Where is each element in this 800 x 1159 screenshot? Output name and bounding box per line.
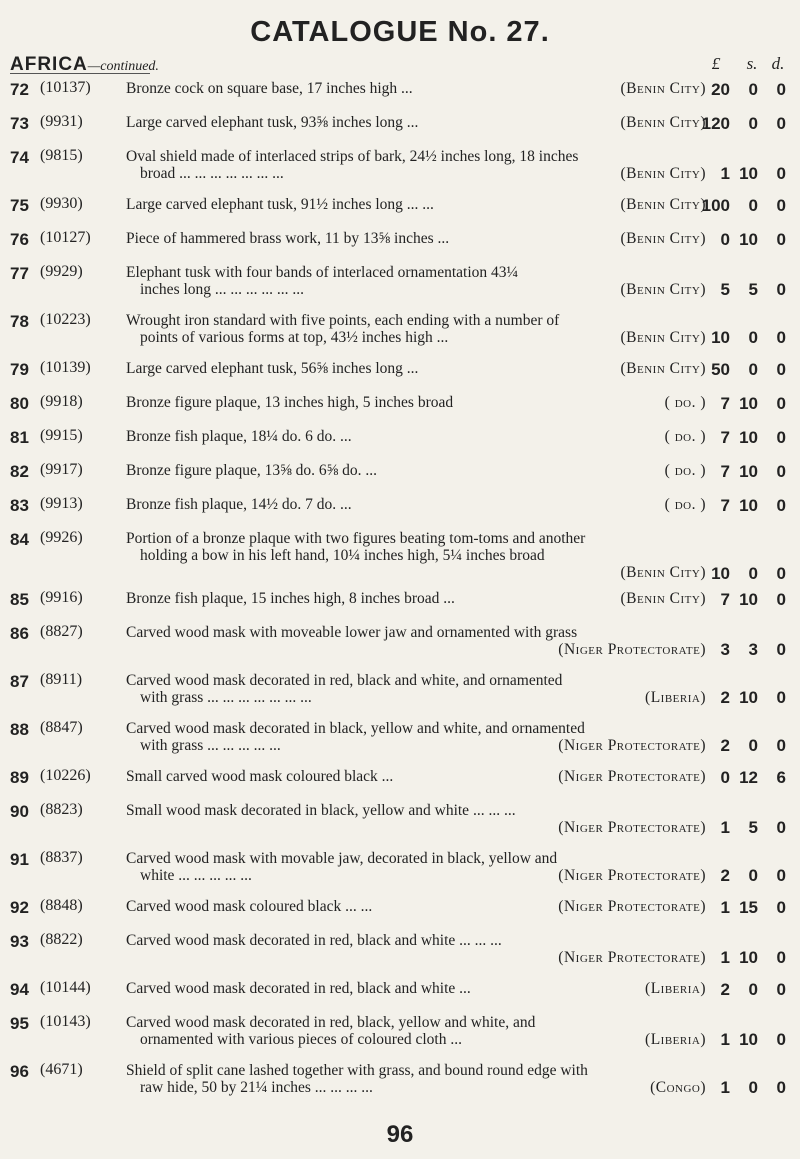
price-shillings: 0 [748, 980, 758, 999]
price-pounds: 50 [711, 360, 730, 379]
catalogue-ref: (9931) [40, 113, 83, 130]
location-wrap [126, 360, 706, 377]
entry-description [126, 196, 706, 213]
description-line: Piece of hammered brass work, 11 by 13⅝ inches ... [126, 230, 450, 247]
entry-location: (Benin City) [620, 590, 706, 607]
price-shillings: 5 [748, 280, 758, 299]
entry-location: ( do. ) [664, 496, 706, 513]
entry-location: (Benin City) [620, 281, 706, 298]
price-shillings: 10 [739, 394, 758, 413]
entry-number: 79 [10, 360, 29, 379]
entry-location: (Niger Protectorate) [558, 737, 706, 754]
entry-description [126, 624, 706, 658]
description-line: Large carved elephant tusk, 91½ inches long ... ... [126, 196, 434, 213]
description-line-2 [126, 641, 706, 658]
description-line: Large carved elephant tusk, 56⅝ inches long ... [126, 360, 419, 377]
catalogue-ref: (8827) [40, 623, 83, 640]
price-pounds: 5 [720, 280, 730, 299]
catalogue-entry [0, 496, 800, 530]
catalogue-entry [0, 114, 800, 148]
entry-location: (Niger Protectorate) [558, 641, 706, 658]
entry-description [126, 850, 706, 884]
description-line: Bronze fish plaque, 18¼ do. 6 do. ... [126, 428, 352, 445]
price-pence: 0 [776, 280, 786, 299]
location-wrap [126, 980, 706, 997]
catalogue-entry [0, 590, 800, 624]
page-title: CATALOGUE No. 27. [250, 16, 550, 48]
description-line-3 [126, 564, 706, 581]
description-continuation: broad ... ... ... ... ... ... ... [140, 165, 284, 182]
price-pounds: 2 [720, 736, 730, 755]
price-pence: 0 [776, 360, 786, 379]
price-pence: 0 [776, 394, 786, 413]
price-pence: 0 [776, 590, 786, 609]
entry-description [126, 720, 706, 754]
price-pounds: 10 [711, 564, 730, 583]
catalogue-entry [0, 462, 800, 496]
catalogue-ref: (10139) [40, 359, 91, 376]
catalogue-entry [0, 360, 800, 394]
price-shillings: 0 [748, 564, 758, 583]
entry-location: (Congo) [650, 1079, 706, 1096]
entry-number: 77 [10, 264, 29, 283]
description-line: Bronze fish plaque, 14½ do. 7 do. ... [126, 496, 352, 513]
catalogue-entry [0, 264, 800, 312]
price-pence: 0 [776, 818, 786, 837]
entry-number: 87 [10, 672, 29, 691]
location-wrap [126, 394, 706, 411]
entry-location: ( do. ) [664, 394, 706, 411]
entry-description [126, 394, 706, 411]
entry-number: 93 [10, 932, 29, 951]
price-pence: 0 [776, 564, 786, 583]
catalogue-entry [0, 1062, 800, 1110]
description-line-2 [126, 867, 706, 884]
location-wrap [126, 230, 706, 247]
section-underline [10, 73, 150, 74]
price-pounds: 7 [720, 496, 730, 515]
entry-location: (Benin City) [620, 165, 706, 182]
price-pence: 0 [776, 80, 786, 99]
price-pounds: 7 [720, 590, 730, 609]
catalogue-ref: (9815) [40, 147, 83, 164]
price-pence: 6 [776, 768, 786, 787]
catalogue-ref: (8822) [40, 931, 83, 948]
description-continuation: points of various forms at top, 43½ inches high ... [140, 329, 449, 346]
catalogue-ref: (9918) [40, 393, 83, 410]
entry-location: (Benin City) [620, 329, 706, 346]
price-shillings: 0 [748, 736, 758, 755]
entry-description [126, 802, 706, 836]
entry-number: 86 [10, 624, 29, 643]
description-line: Shield of split cane lashed together with grass, and bound round edge with [126, 1062, 588, 1079]
entry-number: 76 [10, 230, 29, 249]
location-wrap [126, 590, 706, 607]
catalogue-ref: (9915) [40, 427, 83, 444]
price-pence: 0 [776, 196, 786, 215]
catalogue-ref: (10144) [40, 979, 91, 996]
catalogue-entry [0, 932, 800, 980]
price-shillings: 3 [748, 640, 758, 659]
price-pence: 0 [776, 428, 786, 447]
entry-description [126, 312, 706, 346]
entry-location: (Benin City) [620, 114, 706, 131]
description-line-2 [126, 281, 706, 298]
price-pounds: 3 [720, 640, 730, 659]
price-shillings: 10 [739, 496, 758, 515]
entry-number: 75 [10, 196, 29, 215]
entry-location: (Niger Protectorate) [558, 898, 706, 915]
catalogue-entry [0, 230, 800, 264]
catalogue-ref: (9917) [40, 461, 83, 478]
price-pounds: 2 [720, 980, 730, 999]
description-line: Carved wood mask with moveable lower jaw and ornamented with grass [126, 624, 578, 641]
entry-location: (Liberia) [645, 980, 706, 997]
entry-location: (Niger Protectorate) [558, 819, 706, 836]
entry-location: (Niger Protectorate) [558, 768, 706, 785]
description-line: Bronze fish plaque, 15 inches high, 8 inches broad ... [126, 590, 455, 607]
price-pence: 0 [776, 980, 786, 999]
catalogue-ref: (8847) [40, 719, 83, 736]
entry-number: 95 [10, 1014, 29, 1033]
price-pence: 0 [776, 328, 786, 347]
entry-number: 78 [10, 312, 29, 331]
description-line: Carved wood mask with movable jaw, decorated in black, yellow and [126, 850, 558, 867]
description-line-2 [126, 1079, 706, 1096]
entry-description [126, 114, 706, 131]
entry-number: 90 [10, 802, 29, 821]
entry-number: 85 [10, 590, 29, 609]
description-continuation: with grass ... ... ... ... ... [140, 737, 281, 754]
location-wrap [126, 496, 706, 513]
location-wrap [126, 462, 706, 479]
description-line-2 [126, 329, 706, 346]
price-shillings: 0 [748, 114, 758, 133]
price-shillings: 10 [739, 164, 758, 183]
description-line-2 [126, 949, 706, 966]
catalogue-ref: (10223) [40, 311, 91, 328]
catalogue-entries [0, 80, 800, 1110]
entry-number: 74 [10, 148, 29, 167]
price-shillings: 12 [739, 768, 758, 787]
catalogue-ref: (9930) [40, 195, 83, 212]
price-shillings: 0 [748, 196, 758, 215]
price-pounds: 1 [720, 164, 730, 183]
catalogue-ref: (8823) [40, 801, 83, 818]
price-pounds: 0 [720, 768, 730, 787]
catalogue-ref: (8848) [40, 897, 83, 914]
price-shillings: 15 [739, 898, 758, 917]
entry-number: 73 [10, 114, 29, 133]
price-pounds: 120 [701, 114, 730, 133]
description-line: Carved wood mask decorated in red, black and white ... ... ... [126, 932, 502, 949]
description-line: Elephant tusk with four bands of interlaced ornamentation 43¼ [126, 264, 519, 281]
catalogue-ref: (8911) [40, 671, 83, 688]
description-continuation: ornamented with various pieces of coloured cloth ... [140, 1031, 462, 1048]
entry-number: 82 [10, 462, 29, 481]
price-pounds: 2 [720, 866, 730, 885]
catalogue-ref: (10127) [40, 229, 91, 246]
description-line: Bronze figure plaque, 13 inches high, 5 inches broad [126, 394, 454, 411]
description-line: Wrought iron standard with five points, each ending with a number of [126, 312, 560, 329]
description-line-2 [126, 1031, 706, 1048]
catalogue-ref: (9916) [40, 589, 83, 606]
price-pounds: 100 [701, 196, 730, 215]
catalogue-ref: (9929) [40, 263, 83, 280]
entry-number: 91 [10, 850, 29, 869]
location-wrap [126, 114, 706, 131]
price-pounds: 7 [720, 394, 730, 413]
catalogue-entry [0, 428, 800, 462]
price-pence: 0 [776, 1078, 786, 1097]
price-pence: 0 [776, 640, 786, 659]
entry-location: (Liberia) [645, 689, 706, 706]
entry-description [126, 264, 706, 298]
entry-number: 80 [10, 394, 29, 413]
entry-location: (Niger Protectorate) [558, 949, 706, 966]
price-pounds: 20 [711, 80, 730, 99]
catalogue-ref: (8837) [40, 849, 83, 866]
description-line: Carved wood mask coloured black ... ... [126, 898, 373, 915]
description-line: Small wood mask decorated in black, yellow and white ... ... ... [126, 802, 516, 819]
entry-description [126, 80, 706, 97]
description-line-2 [126, 819, 706, 836]
entry-location: (Benin City) [620, 564, 706, 581]
price-pence: 0 [776, 114, 786, 133]
entry-description [126, 672, 706, 706]
entry-number: 96 [10, 1062, 29, 1081]
entry-description [126, 148, 706, 182]
price-pounds: 1 [720, 948, 730, 967]
price-pounds: 1 [720, 818, 730, 837]
entry-description [126, 1014, 706, 1048]
catalogue-entry [0, 624, 800, 672]
entry-location: (Benin City) [620, 80, 706, 97]
entry-description [126, 462, 706, 479]
price-pounds: 1 [720, 898, 730, 917]
price-pounds: 10 [711, 328, 730, 347]
entry-number: 92 [10, 898, 29, 917]
entry-location: (Benin City) [620, 230, 706, 247]
pence-column-header: d. [771, 54, 785, 73]
location-wrap [126, 898, 706, 915]
section-continued: —continued. [87, 59, 159, 74]
description-line: Carved wood mask decorated in red, black and white, and ornamented [126, 672, 563, 689]
entry-location: (Benin City) [620, 360, 706, 377]
catalogue-entry [0, 394, 800, 428]
description-line: Carved wood mask decorated in red, black and white ... [126, 980, 471, 997]
location-wrap [126, 80, 706, 97]
description-line: Bronze figure plaque, 13⅝ do. 6⅝ do. ... [126, 462, 377, 479]
catalogue-entry [0, 530, 800, 590]
catalogue-entry [0, 980, 800, 1014]
price-pence: 0 [776, 866, 786, 885]
description-continuation: with grass ... ... ... ... ... ... ... [140, 689, 312, 706]
description-line: Carved wood mask decorated in black, yellow and white, and ornamented [126, 720, 585, 737]
entry-number: 84 [10, 530, 29, 549]
description-line-2 [126, 165, 706, 182]
section-header [0, 52, 800, 74]
catalogue-entry [0, 898, 800, 932]
entry-description [126, 230, 706, 247]
entry-location: (Liberia) [645, 1031, 706, 1048]
description-line: Carved wood mask decorated in red, black, yellow and white, and [126, 1014, 536, 1031]
description-line-2 [126, 689, 706, 706]
entry-number: 81 [10, 428, 29, 447]
price-pence: 0 [776, 898, 786, 917]
shilling-column-header: s. [746, 54, 758, 73]
pound-column-header: £ [711, 54, 721, 73]
price-shillings: 10 [739, 462, 758, 481]
description-line: Bronze cock on square base, 17 inches high ... [126, 80, 413, 97]
entry-location: ( do. ) [664, 428, 706, 445]
price-pounds: 7 [720, 428, 730, 447]
price-shillings: 10 [739, 688, 758, 707]
catalogue-entry [0, 672, 800, 720]
description-line-2 [126, 547, 706, 564]
location-wrap [126, 428, 706, 445]
price-shillings: 10 [739, 1030, 758, 1049]
entry-description [126, 530, 706, 581]
description-continuation: holding a bow in his left hand, 10¼ inches high, 5¼ inches broad [140, 547, 545, 564]
entry-description [126, 980, 706, 997]
catalogue-entry [0, 312, 800, 360]
catalogue-entry [0, 196, 800, 230]
entry-number: 88 [10, 720, 29, 739]
price-shillings: 10 [739, 948, 758, 967]
description-line: Oval shield made of interlaced strips of bark, 24½ inches long, 18 inches [126, 148, 579, 165]
price-pence: 0 [776, 496, 786, 515]
entry-description [126, 590, 706, 607]
entry-number: 89 [10, 768, 29, 787]
price-pence: 0 [776, 948, 786, 967]
price-shillings: 10 [739, 428, 758, 447]
entry-description [126, 768, 706, 785]
price-pence: 0 [776, 1030, 786, 1049]
entry-description [126, 898, 706, 915]
price-shillings: 0 [748, 328, 758, 347]
price-pence: 0 [776, 462, 786, 481]
catalogue-entry [0, 720, 800, 768]
section-name: AFRICA [10, 54, 88, 75]
price-pence: 0 [776, 230, 786, 249]
catalogue-ref: (4671) [40, 1061, 83, 1078]
description-line-2 [126, 737, 706, 754]
catalogue-ref: (10143) [40, 1013, 91, 1030]
description-continuation: white ... ... ... ... ... [140, 867, 252, 884]
price-pounds: 2 [720, 688, 730, 707]
description-line: Portion of a bronze plaque with two figures beating tom-toms and another [126, 530, 586, 547]
entry-number: 94 [10, 980, 29, 999]
catalogue-entry [0, 148, 800, 196]
catalogue-ref: (10137) [40, 79, 91, 96]
entry-description [126, 428, 706, 445]
entry-location: (Niger Protectorate) [558, 867, 706, 884]
price-pounds: 0 [720, 230, 730, 249]
entry-description [126, 1062, 706, 1096]
page-number: 96 [386, 1121, 414, 1148]
price-pence: 0 [776, 164, 786, 183]
price-shillings: 0 [748, 866, 758, 885]
price-shillings: 10 [739, 230, 758, 249]
entry-description [126, 932, 706, 966]
catalogue-ref: (9913) [40, 495, 83, 512]
entry-location: (Benin City) [620, 196, 706, 213]
price-pounds: 1 [720, 1078, 730, 1097]
catalogue-entry [0, 802, 800, 850]
price-pounds: 1 [720, 1030, 730, 1049]
price-shillings: 5 [748, 818, 758, 837]
catalogue-entry [0, 768, 800, 802]
catalogue-ref: (10226) [40, 767, 91, 784]
entry-location: ( do. ) [664, 462, 706, 479]
location-wrap [126, 768, 706, 785]
price-pence: 0 [776, 736, 786, 755]
entry-number: 72 [10, 80, 29, 99]
price-shillings: 0 [748, 80, 758, 99]
entry-description [126, 496, 706, 513]
entry-number: 83 [10, 496, 29, 515]
description-continuation: raw hide, 50 by 21¼ inches ... ... ... ... [140, 1079, 373, 1096]
entry-description [126, 360, 706, 377]
catalogue-entry [0, 80, 800, 114]
price-shillings: 10 [739, 590, 758, 609]
price-pence: 0 [776, 688, 786, 707]
description-line: Small carved wood mask coloured black ... [126, 768, 394, 785]
catalogue-entry [0, 850, 800, 898]
catalogue-ref: (9926) [40, 529, 83, 546]
price-shillings: 0 [748, 1078, 758, 1097]
price-pounds: 7 [720, 462, 730, 481]
location-wrap [126, 196, 706, 213]
price-shillings: 0 [748, 360, 758, 379]
description-line: Large carved elephant tusk, 93⅝ inches long ... [126, 114, 419, 131]
catalogue-entry [0, 1014, 800, 1062]
description-continuation: inches long ... ... ... ... ... ... [140, 281, 305, 298]
